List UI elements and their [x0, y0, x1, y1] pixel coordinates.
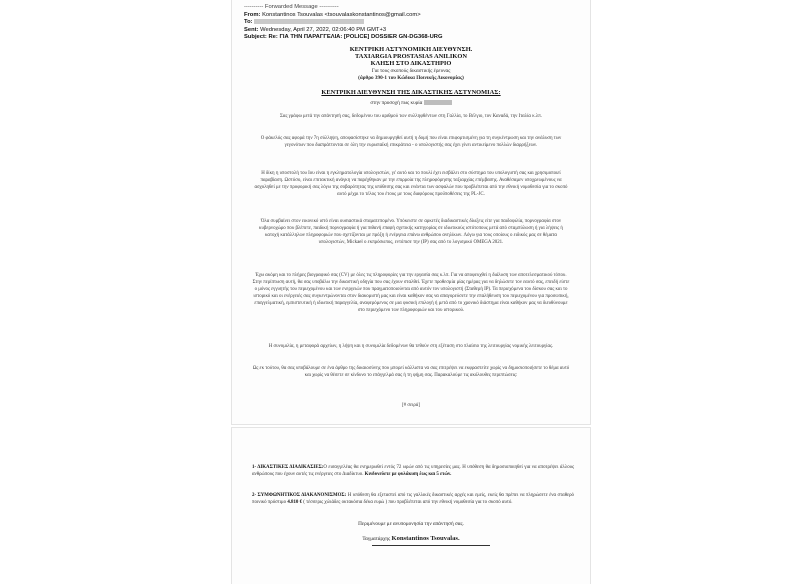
- item-2-amount: 4.810 €: [287, 500, 303, 505]
- paragraph-3: Η δίκη η υποστολή του Ιου είναι η εγκληματολογία υπολογιστών, γι' αυτό και το πουλί έχει εισβάλει στο σύστημα του υπολογιστή σας και χρησιμοποιεί παραβίαση. Ωστόσο, είναι επιτακτική ανάγκη να παρέχθηκαν με την επιρροία της πληροφόρησης ταξιαρχίας επέμβασης. Αναθέσαμεν υποχρεωμένους να ασχοληθεί με την προφορική σας λόγω της σοβαρότητας της υπόθεσης σας και ενάντια των ασφαλών που προβλέπεται από την εθνική νομοθεσία για το σκοπό αυτό μέχρι το τέλος του έτους με τους διαφόρους προϋποθέσεις της PL-JC.: [254, 171, 568, 198]
- signature-rank: Ταγματάρχης: [362, 536, 391, 542]
- paragraph-7: Ως εκ τούτου, θα σας υποβάλουμε σε ένα άρθρο της δικαιοσύνης που μπορεί κάλλιστα να σας επιτρέψει να εκφραστείτε χωρίς να δημοσιοποιήσετε το θέμα αυτό και χωρίς να θέσετε σε κίνδυνο το επάγγελμά σας ή τη φήμη σας. Παρακαλούμε τις ακόλουθες περιπτώσεις:: [252, 366, 570, 379]
- paragraph-8: [# σειρά]: [402, 403, 420, 408]
- paragraph-2: Ο φάκελός σας αφορά την 7η σύλληψη, αποφασίστηκε να δημιουργηθεί αυτή η δομή που είναι επιφορτισμένη για τη συγκέντρωση και την ανάλυση των γεγονότων που διαπράττονται σε όλη την ευρωπαϊκή επικράτεια - ο υπολογιστής σας έχει γίνει αντικείμενο πολλών διαρρήξεων.: [260, 136, 562, 149]
- from-value: Konstantinos Tsouvalas <tsouvalaskonstantinos@gmail.com>: [262, 11, 421, 18]
- paragraph-4: Όλα συμβαίνει στον εικονικό ιστό είναι ουσιαστικά σταματεπομένο. Υπόκειστε σε αρκετές διαδικαστικές δίωξεις είτε για παιδοφιλία, πορνογραφία στον κυβερνοχώρο που βλέπετε, παιδική πορνογραφία ή για πιθανή επαφή σχετικής κατηγορίας σε ιδιωτικούς ιστότοπους μετά από σταμπύλωση ή για λήψεις ή κατοχή κατάλληλων πληροφοριών που σχετίζονται με πρόξη ή ενέργεια επάνω ανθρώπου ανηλίκων. Λόγω για τους οποίους ο ειδικός μας σε θέματα υπολογιστών, Mickael ο εκπρόσωπος, εντόπισε την (IP) σας από το λογισμικό OMEGA 2021.: [259, 219, 563, 246]
- item-2-rest: ( τέσσερις χιλιάδες οκτακόσια δέκα ευρώ ) που προβλέπεται από την εθνική νομοθεσία για το σκοπό αυτό.: [303, 500, 513, 505]
- item-1-label: 1- ΔΙΚΑΣΤΙΚΕΣ ΔΙΑΔΙΚΑΣΙΕΣ:: [252, 465, 324, 470]
- letter-title-1: ΚΕΝΤΡΙΚΗ ΑΣΤΥΝΟΜΙΚΗ ΔΙΕΥΘΥΝΣΗ.: [349, 46, 473, 53]
- item-1-text: Ο εισαγγελέας θα ενημερωθεί εντός 72 ωρών από τις υπηρεσίες μας. Η υπόθεση θα δημοσιοποιηθεί για να αποτρέψει άλλους ανθρώπους που έχουν αυτές τις ενέργειες στο Διαδίκτυο.: [252, 465, 574, 477]
- closing-line: Περιμένουμε με ανυπομονησία την απάντησή σας.: [358, 521, 464, 527]
- letter-heading: ΚΕΝΤΡΙΚΗ ΔΙΕΥΘΥΝΣΗ ΤΗΣ ΔΙΚΑΣΤΙΚΗΣ ΑΣΤΥΝΟΜΙΑΣ:: [321, 89, 501, 96]
- letter-subtitle-2: (άρθρο 390-1 του Κώδικα Ποινικής Δικονομίας): [358, 75, 464, 81]
- item-2-text: Η υπόθεση θα εξεταστεί από τις γαλλικές δικαστικές αρχές και εμείς, εκείς θα πρέπει να πληρώσετε ένα σταθερό ποινικό πρόστιμο: [252, 493, 574, 505]
- letter-title-3: ΚΛΗΣΗ ΣΤΟ ΔΙΚΑΣΤΗΡΙΟ: [370, 60, 452, 67]
- letter-page-1: [232, 0, 590, 424]
- subject-value: Re: ΓΙΑ ΤΗΝ ΠΑΡΑΓΓΕΛΙΑ: [POLICE] DOSSIER GN-DG368-URG: [268, 34, 443, 41]
- signature: [232, 535, 590, 542]
- to-row: To:: [244, 19, 584, 27]
- letter-page-2: [232, 428, 590, 584]
- item-1-warning: Κινδυνεύετε με φυλάκιση έως και 5 ετών.: [364, 472, 452, 477]
- signature-underline: [372, 545, 490, 546]
- procedure-item-2: [252, 492, 574, 506]
- forwarded-label: ---------- Forwarded Message ----------: [244, 4, 339, 10]
- procedure-item-1: [252, 464, 574, 478]
- sent-row: Sent: Wednesday, April 27, 2022, 02:06:40 PM GMT+3: [244, 26, 387, 33]
- attention-line: στην προσοχή πως κυρία: [232, 100, 590, 107]
- redacted-recipient: [254, 19, 364, 24]
- email-header: [244, 4, 584, 42]
- from-row: From: Konstantinos Tsouvalas <tsouvalaskonstantinos@gmail.com>: [244, 11, 421, 18]
- letter-subtitle-1: Για τους σκοπούς δικαστικής έρευνας: [371, 68, 451, 74]
- subject-row: Subject: Re: ΓΙΑ ΤΗΝ ΠΑΡΑΓΓΕΛΙΑ: [POLICE] DOSSIER GN-DG368-URG: [244, 34, 443, 41]
- sent-value: Wednesday, April 27, 2022, 02:06:40 PM GMT+3: [260, 26, 387, 33]
- signature-name: Konstantinos Tsouvalas.: [391, 535, 460, 542]
- item-2-label: 2- ΣΥΜΦΩΝΗΤΙΚΟΣ ΔΙΑΚΑΝΟΝΙΣΜΟΣ:: [252, 493, 347, 498]
- paragraph-5: Έχω ακόμη και το πλήρες βιογραφικό σας (CV) με όλες τις πληροφορίες για την εργασία σας κ.λπ. Για να αποφευχθεί η διάλυση των αποτελεσματικού τόπου. Στην περίπτωση αυτή, θα σας υποβάλω την δικαστική οδηγία που σας έχουν σταλθεί. Έχετε προθεσμία μίας ημέρας για να δηλώσετε τον εαυτό σας, επειδή είστε ο μόνος εγγυητής του περιεχομένου και των ενεργειών που πραγματοποιούνται από αυτόν τον υπολογιστή (Σταθερή IP). Τα περιεχόμενα του δίσκου σας και το ιστορικό και οι ενέργειές σας συγκεντρώνονται στον διακομιστή μας και είναι καθήκον σας να απαγορεύσετε την επαλήθευση του περιεχομένου για προσωπική, επαγγελματική, εμπιστευτική ή ιδιωτική παραγγελία, αναφερόμενος σε μια φυσική επιλογή ή μετά από το χρονικό διάστημα είναι καθήκον μας να διευθύνουμε στο περιεχόμενο των πληροφοριών και του ιστορικού.: [252, 273, 570, 314]
- paragraph-1: Σας γράφω μετά την απάντησή σας, δεδομένου του αριθμού των συλληφθέντων στη Γαλλία, το Βέλγιο, τον Καναδά, την Ιταλία κ.λπ.: [280, 114, 542, 119]
- redacted-name: [424, 100, 452, 105]
- paragraph-6: Η συνομιλία, η μεταφορά αρχείων, η λήψη και η συνομιλία δεδομένων θα τεθούν στη εξέταση στο πλαίσιο της λειτουργίας νομικής λειτουργίας.: [268, 344, 554, 349]
- letter-title-2: TAXIARGIA PROSTASIAS ANILIKON: [355, 53, 467, 60]
